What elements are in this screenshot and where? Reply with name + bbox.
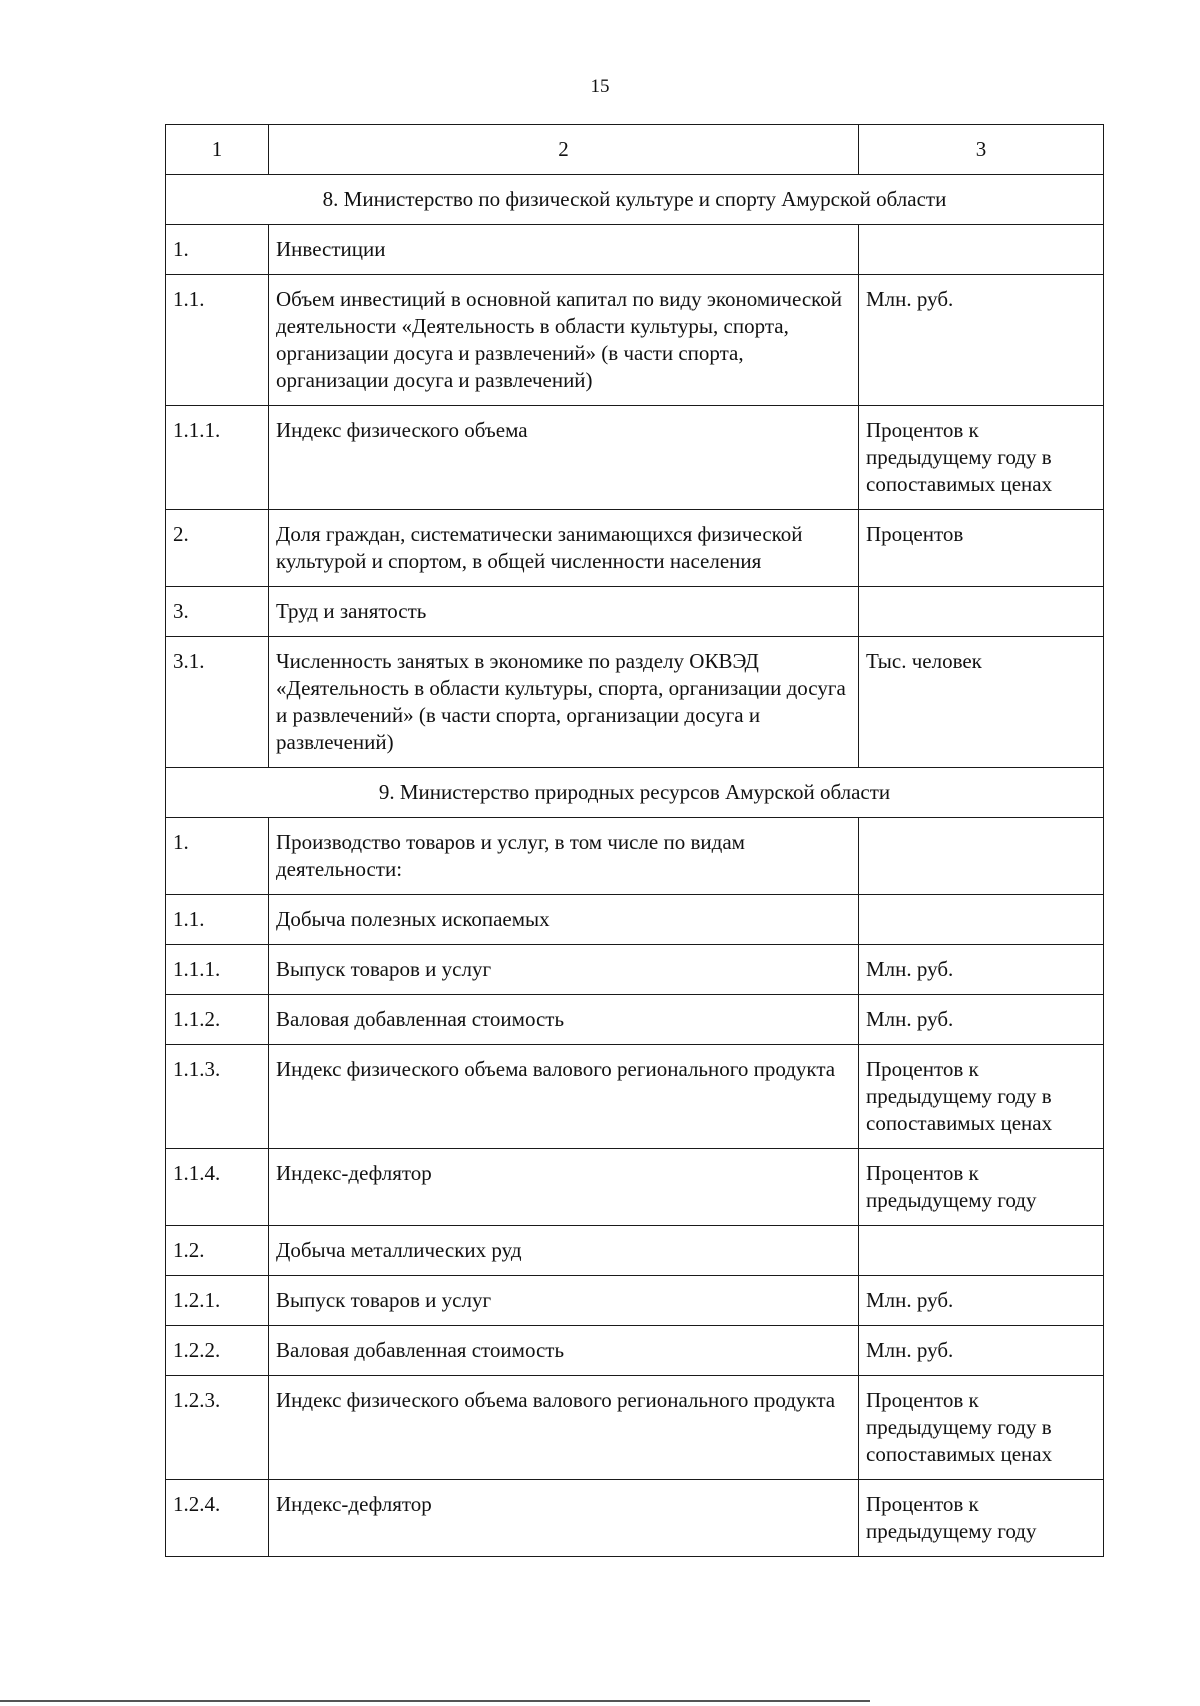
cell-unit: Млн. руб. — [859, 275, 1104, 406]
cell-unit — [859, 895, 1104, 945]
cell-unit — [859, 587, 1104, 637]
header-cell-indicator: 2 — [269, 125, 859, 175]
cell-unit: Млн. руб. — [859, 995, 1104, 1045]
table-row — [166, 995, 1104, 1045]
cell-num: 1.1.1. — [166, 406, 269, 510]
cell-num: 1.1. — [166, 895, 269, 945]
cell-unit: Процентов к предыдущему году — [859, 1480, 1104, 1557]
table-row — [166, 510, 1104, 587]
cell-name: Численность занятых в экономике по разделу ОКВЭД «Деятельность в области культуры, спорта, организации досуга и развлечений» (в части спорта, организации досуга и развлечений) — [269, 637, 859, 768]
cell-name: Индекс физического объема валового регионального продукта — [269, 1376, 859, 1480]
cell-name: Инвестиции — [269, 225, 859, 275]
section-title-row — [166, 768, 1104, 818]
table-row — [166, 587, 1104, 637]
cell-num: 1.2.3. — [166, 1376, 269, 1480]
scan-bottom-edge — [0, 1700, 870, 1702]
cell-num: 1.2. — [166, 1226, 269, 1276]
cell-num: 1. — [166, 225, 269, 275]
cell-num: 1.1.3. — [166, 1045, 269, 1149]
cell-name: Валовая добавленная стоимость — [269, 995, 859, 1045]
cell-name: Добыча металлических руд — [269, 1226, 859, 1276]
cell-name: Доля граждан, систематически занимающихся физической культурой и спортом, в общей численности населения — [269, 510, 859, 587]
cell-unit — [859, 818, 1104, 895]
cell-num: 1. — [166, 818, 269, 895]
cell-name: Выпуск товаров и услуг — [269, 1276, 859, 1326]
table-row — [166, 895, 1104, 945]
cell-num: 1.2.1. — [166, 1276, 269, 1326]
table-header-row — [166, 125, 1104, 175]
cell-num: 1.1.2. — [166, 995, 269, 1045]
cell-unit — [859, 225, 1104, 275]
section-title: 8. Министерство по физической культуре и спорту Амурской области — [166, 175, 1104, 225]
table-row — [166, 818, 1104, 895]
table-row — [166, 406, 1104, 510]
cell-unit: Процентов — [859, 510, 1104, 587]
cell-name: Индекс-дефлятор — [269, 1149, 859, 1226]
page-number: 15 — [590, 76, 610, 97]
table-row — [166, 1226, 1104, 1276]
cell-unit: Млн. руб. — [859, 1326, 1104, 1376]
cell-unit: Процентов к предыдущему году в сопоставимых ценах — [859, 406, 1104, 510]
indicators-table — [165, 124, 1104, 1557]
header-cell-unit: 3 — [859, 125, 1104, 175]
table-row — [166, 1149, 1104, 1226]
cell-name: Объем инвестиций в основной капитал по виду экономической деятельности «Деятельность в области культуры, спорта, организации досуга и развлечений» (в части спорта, организации досуга и развлечений) — [269, 275, 859, 406]
table-row — [166, 1276, 1104, 1326]
section-title-row — [166, 175, 1104, 225]
cell-num: 3. — [166, 587, 269, 637]
cell-num: 3.1. — [166, 637, 269, 768]
cell-unit — [859, 1226, 1104, 1276]
cell-name: Производство товаров и услуг, в том числе по видам деятельности: — [269, 818, 859, 895]
cell-unit: Процентов к предыдущему году в сопоставимых ценах — [859, 1376, 1104, 1480]
table-row — [166, 1376, 1104, 1480]
cell-name: Валовая добавленная стоимость — [269, 1326, 859, 1376]
table-row — [166, 1480, 1104, 1557]
table-row — [166, 1326, 1104, 1376]
cell-num: 2. — [166, 510, 269, 587]
cell-unit: Тыс. человек — [859, 637, 1104, 768]
cell-num: 1.2.2. — [166, 1326, 269, 1376]
table-row — [166, 637, 1104, 768]
table-row — [166, 945, 1104, 995]
cell-name: Труд и занятость — [269, 587, 859, 637]
table-row — [166, 1045, 1104, 1149]
cell-num: 1.1.1. — [166, 945, 269, 995]
cell-unit: Млн. руб. — [859, 945, 1104, 995]
table-row — [166, 225, 1104, 275]
cell-num: 1.1. — [166, 275, 269, 406]
cell-name: Индекс-дефлятор — [269, 1480, 859, 1557]
cell-unit: Млн. руб. — [859, 1276, 1104, 1326]
table-row — [166, 275, 1104, 406]
cell-name: Индекс физического объема валового регионального продукта — [269, 1045, 859, 1149]
cell-name: Добыча полезных ископаемых — [269, 895, 859, 945]
cell-name: Выпуск товаров и услуг — [269, 945, 859, 995]
section-title: 9. Министерство природных ресурсов Амурской области — [166, 768, 1104, 818]
cell-num: 1.1.4. — [166, 1149, 269, 1226]
header-cell-number: 1 — [166, 125, 269, 175]
cell-name: Индекс физического объема — [269, 406, 859, 510]
cell-num: 1.2.4. — [166, 1480, 269, 1557]
cell-unit: Процентов к предыдущему году — [859, 1149, 1104, 1226]
cell-unit: Процентов к предыдущему году в сопоставимых ценах — [859, 1045, 1104, 1149]
